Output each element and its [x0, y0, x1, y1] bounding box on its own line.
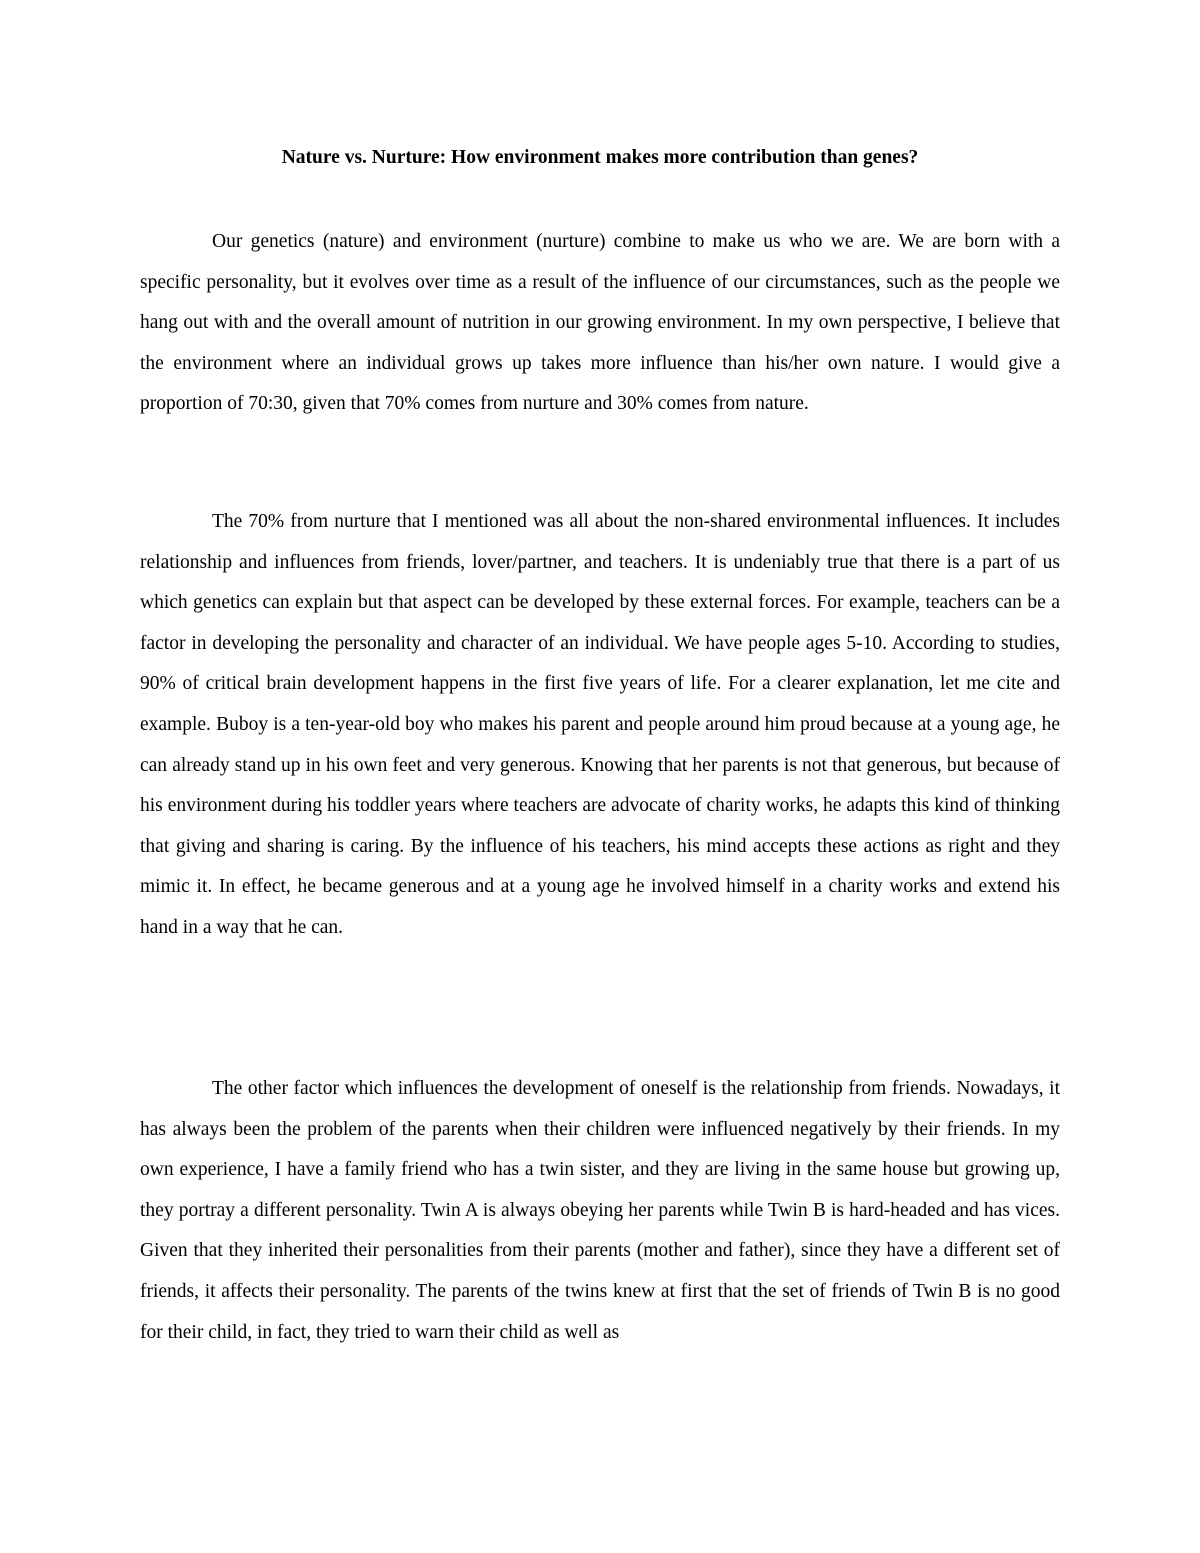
paragraph-3: The other factor which influences the development of oneself is the relationship from friends. Nowadays, it has always been the problem of the parents when their children were influenced negatively by their friends. In my own experience, I have a family friend who has a twin sister, and they are living in the same house but growing up, they portray a different personality. Twin A is always obeying her parents while Twin B is hard-headed and has vices. Given that they inherited their personalities from their parents (mother and father), since they have a different set of friends, it affects their personality. The parents of the twins knew at first that the set of friends of Twin B is no good for their child, in fact, they tried to warn their child as well as — [140, 1078, 1060, 1343]
paragraph-2: The 70% from nurture that I mentioned was all about the non-shared environmental influences. It includes relationship and influences from friends, lover/partner, and teachers. It is undeniably true that there is a part of us which genetics can explain but that aspect can be developed by these external forces. For example, teachers can be a factor in developing the personality and character of an individual. We have people ages 5-10. According to studies, 90% of critical brain development happens in the first five years of life. For a clearer explanation, let me cite and example. Buboy is a ten-year-old boy who makes his parent and people around him proud because at a young age, he can already stand up in his own feet and very generous. Knowing that her parents is not that generous, but because of his environment during his toddler years where teachers are advocate of charity works, he adapts this kind of thinking that giving and sharing is caring. By the influence of his teachers, his mind accepts these actions as right and they mimic it. In effect, he became generous and at a young age he involved himself in a charity works and extend his hand in a way that he can. — [140, 511, 1060, 938]
document-title: Nature vs. Nurture: How environment makes more contribution than genes? — [281, 147, 919, 168]
paragraph-1: Our genetics (nature) and environment (nurture) combine to make us who we are. We are born with a specific personality, but it evolves over time as a result of the influence of our circumstances, such as the people we hang out with and the overall amount of nutrition in our growing environment. In my own perspective, I believe that the environment where an individual grows up takes more influence than his/her own nature. I would give a proportion of 70:30, given that 70% comes from nurture and 30% comes from nature. — [140, 231, 1060, 415]
